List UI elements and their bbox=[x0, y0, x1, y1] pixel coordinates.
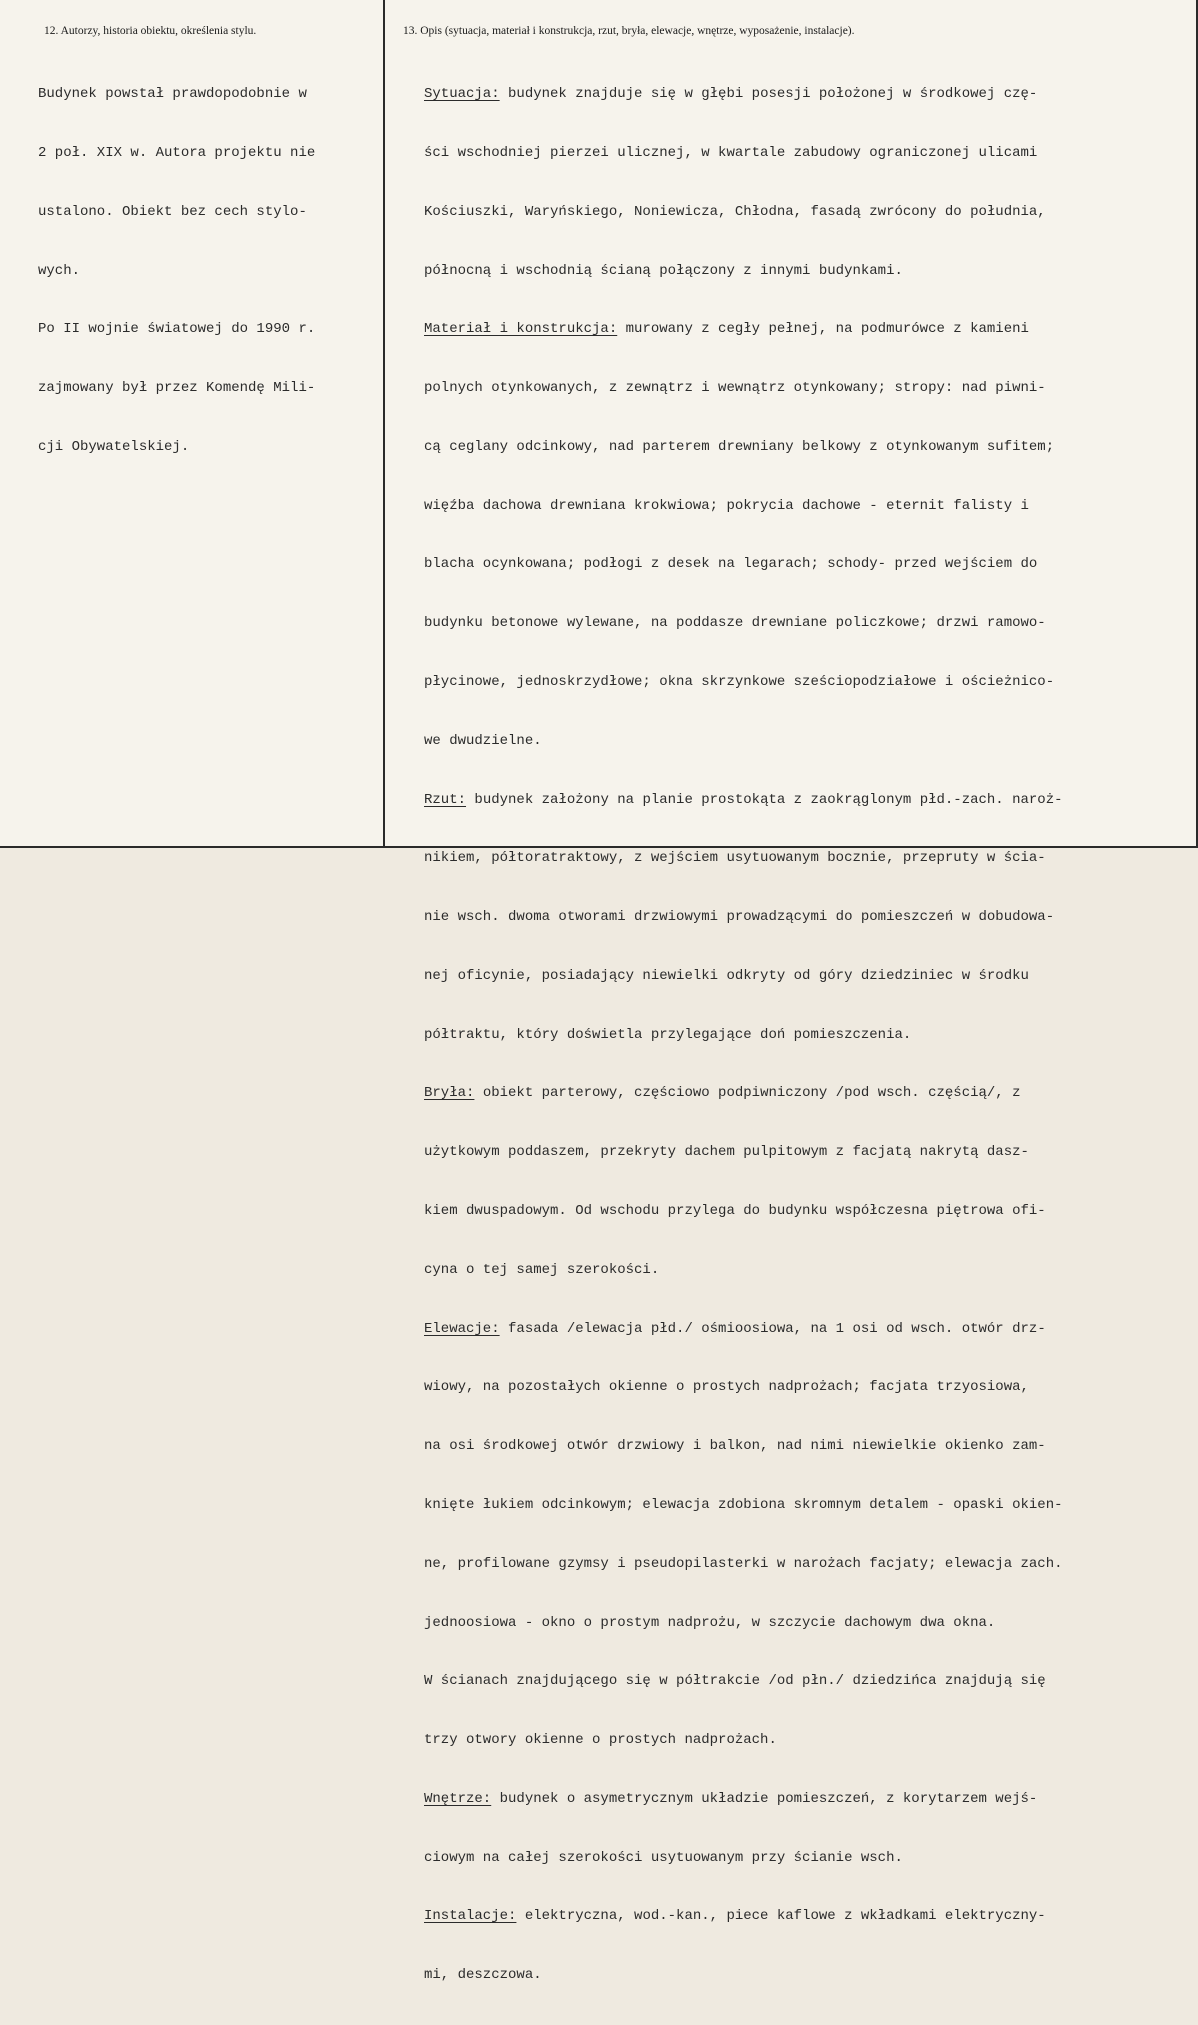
text-line: 2 poł. XIX w. Autora projektu nie bbox=[38, 144, 316, 161]
text-line: więźba dachowa drewniana krokwiowa; pokrycia dachowe - eternit falisty i bbox=[424, 497, 1029, 514]
text-line: knięte łukiem odcinkowym; elewacja zdobiona skromnym detalem - opaski okien- bbox=[424, 1496, 1063, 1513]
section-13-heading: 13. Opis (sytuacja, materiał i konstrukcja, rzut, bryła, elewacje, wnętrze, wyposażenie, instalacje). bbox=[403, 25, 855, 37]
text-line: nikiem, półtoratraktowy, z wejściem usytuowanym bocznie, przepruty w ścia- bbox=[424, 850, 1046, 867]
text-line: północną i wschodnią ścianą połączony z innymi budynkami. bbox=[424, 262, 903, 279]
text-line: Sytuacja: budynek znajduje się w głębi posesji położonej w środkowej czę- bbox=[424, 86, 1038, 103]
text-line: cą ceglany odcinkowy, nad parterem drewniany belkowy z otynkowanym sufitem; bbox=[424, 438, 1055, 455]
subsection-label: Wnętrze: bbox=[424, 1790, 492, 1807]
subsection-label: Elewacje: bbox=[424, 1320, 500, 1337]
text-line: na osi środkowej otwór drzwiowy i balkon, nad nimi niewielkie okienko zam- bbox=[424, 1438, 1046, 1455]
text-line: Kościuszki, Waryńskiego, Noniewicza, Chłodna, fasadą zwrócony do południa, bbox=[424, 203, 1046, 220]
text-line: Rzut: budynek założony na planie prostokąta z zaokrąglonym płd.-zach. naroż- bbox=[424, 791, 1063, 808]
subsection-label: Materiał i konstrukcja: bbox=[424, 321, 618, 338]
text-line: Elewacje: fasada /elewacja płd./ ośmioosiowa, na 1 osi od wsch. otwór drz- bbox=[424, 1320, 1046, 1337]
text-line: cji Obywatelskiej. bbox=[38, 438, 190, 455]
text-line: nie wsch. dwoma otworami drzwiowymi prowadzącymi do pomieszczeń w dobudowa- bbox=[424, 909, 1055, 926]
text-line: Wnętrze: budynek o asymetrycznym układzie pomieszczeń, z korytarzem wejś- bbox=[424, 1790, 1038, 1807]
subsection-label: Instalacje: bbox=[424, 1908, 517, 1925]
text-line: Bryła: obiekt parterowy, częściowo podpiwniczony /pod wsch. częścią/, z bbox=[424, 1085, 1021, 1102]
text-line: Po II wojnie światowej do 1990 r. bbox=[38, 321, 316, 338]
subsection-label: Rzut: bbox=[424, 791, 467, 808]
text-line: jednoosiowa - okno o prostym nadprożu, w szczycie dachowym dwa okna. bbox=[424, 1614, 996, 1631]
text-line: wych. bbox=[38, 262, 81, 279]
text-line: półtraktu, który doświetla przylegające doń pomieszczenia. bbox=[424, 1026, 912, 1043]
text-line: we dwudzielne. bbox=[424, 732, 542, 749]
text-line: ustalono. Obiekt bez cech stylo- bbox=[38, 203, 307, 220]
text-line: budynku betonowe wylewane, na poddasze drewniane policzkowe; drzwi ramowo- bbox=[424, 615, 1046, 632]
subsection-label: Bryła: bbox=[424, 1085, 475, 1102]
text-line: cyna o tej samej szerokości. bbox=[424, 1261, 660, 1278]
section-12-text bbox=[38, 46, 315, 497]
text-line: ciowym na całej szerokości usytuowanym przy ścianie wsch. bbox=[424, 1849, 903, 1866]
text-line: trzy otwory okienne o prostych nadprożach. bbox=[424, 1732, 777, 1749]
section-13-text bbox=[424, 46, 1063, 2025]
text-line: Instalacje: elektryczna, wod.-kan., piece kaflowe z wkładkami elektryczny- bbox=[424, 1908, 1046, 1925]
column-divider bbox=[383, 0, 385, 848]
text-line: płycinowe, jednoskrzydłowe; okna skrzynkowe sześciopodziałowe i ościeżnico- bbox=[424, 674, 1055, 690]
text-line: mi, deszczowa. bbox=[424, 1967, 542, 1984]
text-line: kiem dwuspadowym. Od wschodu przylega do budynku współczesna piętrowa ofi- bbox=[424, 1203, 1046, 1220]
text-line: użytkowym poddaszem, przekryty dachem pulpitowym z facjatą nakrytą dasz- bbox=[424, 1144, 1029, 1161]
text-line: W ścianach znajdującego się w półtrakcie /od płn./ dziedzińca znajdują się bbox=[424, 1673, 1046, 1690]
section-12-heading: 12. Autorzy, historia obiektu, określenia stylu. bbox=[44, 25, 257, 37]
text-line: wiowy, na pozostałych okienne o prostych nadprożach; facjata trzyosiowa, bbox=[424, 1379, 1029, 1396]
text-line: ne, profilowane gzymsy i pseudopilasterki w narożach facjaty; elewacja zach. bbox=[424, 1555, 1063, 1572]
text-line: Materiał i konstrukcja: murowany z cegły pełnej, na podmurówce z kamieni bbox=[424, 321, 1029, 338]
text-line: zajmowany był przez Komendę Mili- bbox=[38, 380, 316, 397]
text-line: nej oficynie, posiadający niewielki odkryty od góry dziedziniec w środku bbox=[424, 967, 1029, 984]
subsection-label: Sytuacja: bbox=[424, 86, 500, 103]
text-line: polnych otynkowanych, z zewnątrz i wewnątrz otynkowany; stropy: nad piwni- bbox=[424, 380, 1046, 397]
text-line: Budynek powstał prawdopodobnie w bbox=[38, 86, 307, 103]
text-line: blacha ocynkowana; podłogi z desek na legarach; schody- przed wejściem do bbox=[424, 556, 1038, 573]
text-line: ści wschodniej pierzei ulicznej, w kwartale zabudowy ograniczonej ulicami bbox=[424, 144, 1038, 161]
